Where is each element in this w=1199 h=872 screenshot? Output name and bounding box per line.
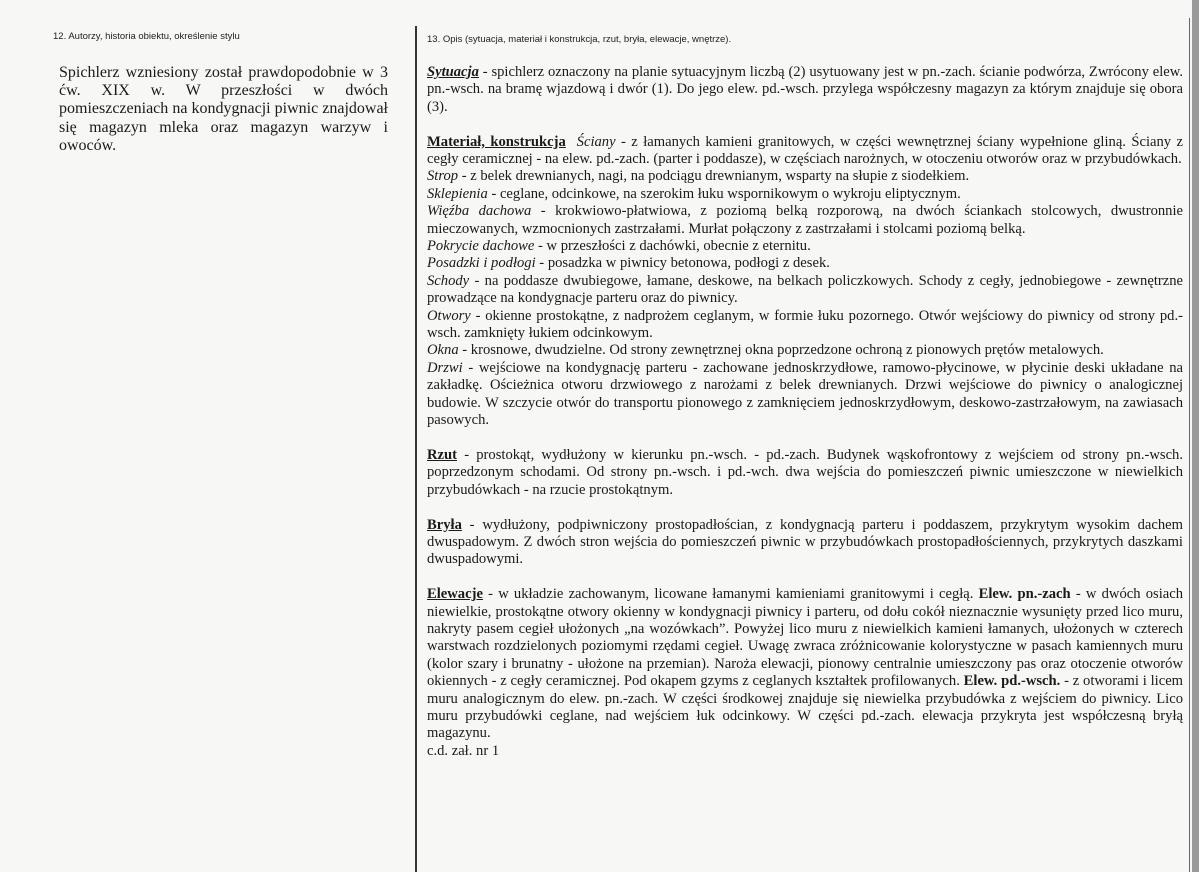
rzut-text: - prostokąt, wydłużony w kierunku pn.-wsch. - pd.-zach. Budynek wąskofrontowy z wejściem od strony pn.-wsch. poprzedzonym schodami. Od strony pn.-wsch. i pd.-wch. dwa wejścia do pomieszczeń piwnic umieszczone w niewielkich przybudówkach - na rzucie prostokątnym.	[427, 446, 1183, 498]
item-text: - w przeszłości z dachówki, obecnie z eternitu.	[534, 238, 811, 255]
item-text: - ceglane, odcinkowe, na szerokim łuku wspornikowym o wykroju eliptycznym.	[487, 185, 961, 202]
item-text: - z belek drewnianych, nagi, na podciągu drewnianym, wsparty na słupie z siodełkiem.	[458, 168, 970, 185]
material-section	[427, 134, 1183, 430]
elewacje-text: - z otworami i licem muru analogicznym do elew. pn.-zach. W części środkowej znajduje się niewielka przybudówka z wejściem do piwnicy. Lico muru przybudówki ceglane, nad wejściem łuk odcinkowy. W części pd.-zach. elewacja przykryta jest współczesną bryłą magazynu.	[427, 673, 1184, 742]
elewacje-text: - w układzie zachowanym, licowane łamanymi kamieniami granitowymi i cegłą.	[482, 586, 979, 603]
item-label: Sklepienia	[427, 185, 488, 202]
item-text: - krokwiowo-płatwiowa, z poziomą belką rozporową, na dwóch ściankach stolcowych, dwustronnie mieczowanych, wzmocnionych zastrzałami. Murłat połączony z zastrzałami i stolcami poziomą belką.	[427, 203, 1183, 237]
bryla-section	[427, 517, 1183, 569]
section-13-body	[427, 64, 1183, 778]
right-border	[1189, 18, 1190, 872]
item-label: Schody	[427, 272, 470, 289]
elewacje-section	[427, 586, 1183, 760]
rzut-heading: Rzut	[427, 446, 457, 463]
elewacje-text: - w dwóch osiach niewielkie, prostokątne otwory okienny w kondygnacji piwnicy i parteru, od dołu cokół nieznacznie wysunięty przed lico muru, nakryty pasem cegieł ułożonych „na wozówkach”. Powyżej lico muru z niewielkich kamieni łamanych, ułożonych w czterech warstwach rozdzielonych poziomymi rzędami cegieł. Uwagę zwraca zróżnicowanie kolorystyczne w pasach kamiennych muru (kolor szary i brunatny - ułożone na przemian). Naroża elewacji, pionowy centralnie umieszczony pas oraz otoczenie otworów okiennych - z cegły ceramicznej. Pod okapem gzyms z ceglanych kształtek profilowanych.	[427, 586, 1184, 690]
scan-edge	[1192, 0, 1199, 872]
item-label: Ściany	[576, 133, 616, 150]
material-heading: Materiał, konstrukcja	[427, 133, 566, 150]
item-label: Drzwi	[427, 359, 463, 376]
item-text: - wejściowe na kondygnację parteru - zachowane jednoskrzydłowe, ramowo-płycinowe, w płycinie deski układane na zakładkę. Ościeżnica otworu drzwiowego z narożami z belek drewnianych. Drzwi wejściowe do piwnicy o analogicznej budowie. W szczycie otwór do transportu pionowego z zamknięciem jednoskrzydłowym, deskowo-zastrzałowym, na zawiasach pasowych.	[427, 359, 1183, 429]
item-label: Strop	[427, 168, 459, 185]
item-label: Więźba dachowa	[427, 203, 532, 220]
elewacje-heading: Elewacje	[427, 586, 483, 603]
item-label: Okna	[427, 342, 459, 359]
item-text: - okienne prostokątne, z nadprożem ceglanym, w formie łuku pozornego. Otwór wejściowy do piwnicy od strony pd.-wsch. zamknięty łukiem odcinkowym.	[427, 307, 1183, 342]
sytuacja-section	[427, 64, 1183, 116]
item-text: - krosnowe, dwudzielne. Od strony zewnętrznej okna poprzedzone ochroną z pionowych prętów metalowych.	[458, 342, 1104, 359]
item-label: Otwory	[427, 307, 471, 324]
sytuacja-heading: Sytuacja	[427, 64, 479, 80]
section-12-body: Spichlerz wzniesiony został prawdopodobnie w 3 ćw. XIX w. W przeszłości w dwóch pomieszczeniach na kondygnacji piwnic znajdował się magazyn mleka oraz magazyn warzyw i owoców.	[59, 64, 388, 154]
elewacje-subheading: Elew. pn.-zach	[978, 586, 1071, 603]
bryla-text: - wydłużony, podpiwniczony prostopadłościan, z kondygnacją parteru i poddaszem, przykrytym wysokim dachem dwuspadowym. Z dwóch stron wejścia do pomieszczeń piwnic w przybudówkach prostopadłościennych, przykrytych daszkami dwuspadowymi.	[427, 516, 1183, 568]
section-13-header: 13. Opis (sytuacja, materiał i konstrukcja, rzut, bryła, elewacje, wnętrze).	[427, 34, 732, 45]
rzut-section	[427, 447, 1183, 499]
item-label: Posadzki i podłogi	[427, 255, 536, 272]
elewacje-subheading: Elew. pd.-wsch.	[963, 673, 1061, 690]
bryla-heading: Bryła	[427, 516, 462, 533]
item-text: - z łamanych kamieni granitowych, w części wewnętrznej ściany wypełnione gliną. Ściany z cegły ceramicznej - na elew. pd.-zach. (parter i poddasze), w częściach narożnych, w otoczeniu otworów oraz w przybudówkach.	[427, 133, 1184, 168]
item-text: - posadzka w piwnicy betonowa, podłogi z desek.	[535, 255, 830, 272]
continuation-note: c.d. zał. nr 1	[427, 742, 500, 759]
item-label: Pokrycie dachowe	[427, 238, 535, 255]
item-text: - na poddasze dwubiegowe, łamane, deskowe, na belkach policzkowych. Schody z cegły, jednobiegowe - zewnętrzne prowadzące na kondygnacje parteru oraz do piwnicy.	[427, 272, 1183, 307]
section-12-header: 12. Autorzy, historia obiektu, określenie stylu	[53, 31, 240, 42]
column-divider	[415, 26, 417, 872]
sytuacja-text: - spichlerz oznaczony na planie sytuacyjnym liczbą (2) usytuowany jest w pn.-zach. ścianie podwórza, Zwrócony elew. pn.-wsch. na bramę wjazdową i dwór (1). Do jego elew. pd.-wsch. przylega współczesny magazyn za którym znajduje się obora (3).	[427, 64, 1183, 115]
